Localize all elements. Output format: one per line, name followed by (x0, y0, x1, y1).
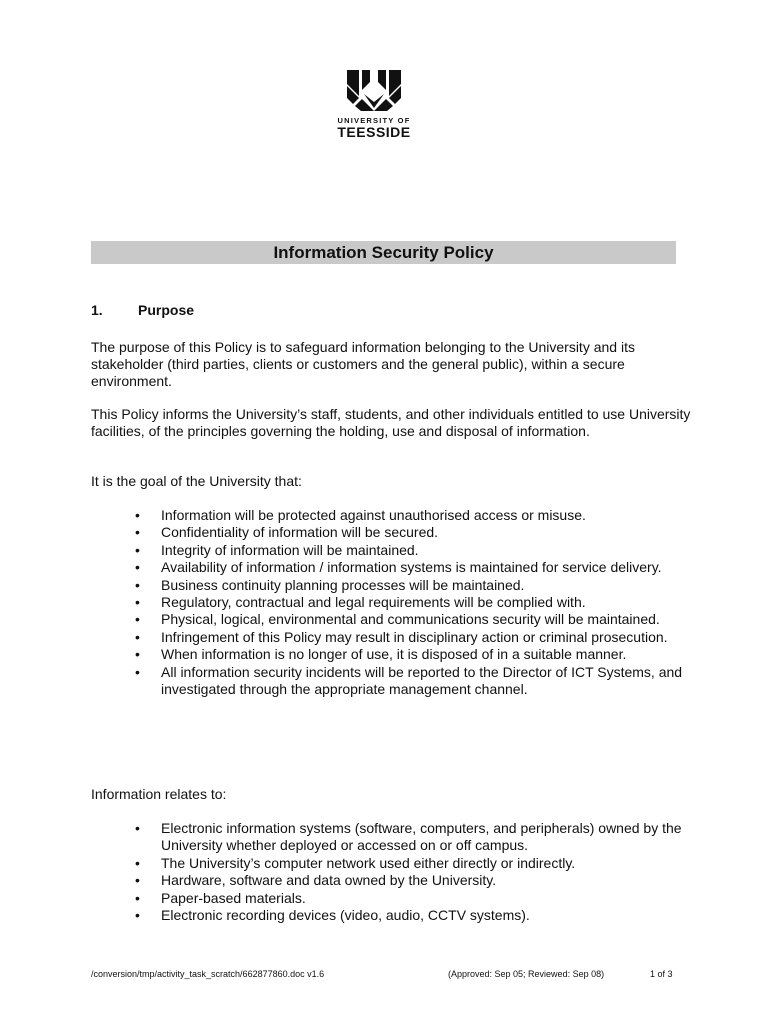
list-item: • Integrity of information will be maintained. (133, 542, 693, 559)
footer-approval: (Approved: Sep 05; Reviewed: Sep 08) (448, 969, 605, 979)
relates-intro-paragraph: Information relates to: (91, 786, 227, 802)
footer-file-path: /conversion/tmp/activity_task_scratch/662877860.doc v1.6 (91, 969, 325, 979)
list-item: • All information security incidents will be reported to the Director of ICT Systems, and investigated through the appropriate management channel. (133, 664, 693, 699)
policy-scope-paragraph: This Policy informs the University’s staff, students, and other individuals entitled to use University facilities, of the principles governing the holding, use and disposal of information. (91, 406, 691, 439)
list-item: • Paper-based materials. (133, 890, 693, 907)
list-item: • Confidentiality of information will be secured. (133, 524, 693, 541)
footer-page-number: 1 of 3 (650, 969, 673, 979)
section-heading (91, 301, 194, 319)
goals-list (133, 507, 693, 698)
list-item: • The University’s computer network used either directly or indirectly. (133, 855, 693, 872)
list-item: • Regulatory, contractual and legal requirements will be complied with. (133, 594, 693, 611)
relates-list (133, 820, 693, 924)
document-title: Information Security Policy (91, 241, 676, 264)
logo-teesside: TEESSIDE (337, 124, 411, 140)
goals-intro-paragraph: It is the goal of the University that: (91, 473, 302, 489)
list-item: • Electronic information systems (software, computers, and peripherals) owned by the University whether deployed or accessed on or off campus. (133, 820, 693, 855)
purpose-paragraph: The purpose of this Policy is to safeguard information belonging to the University and its stakeholder (third parties, clients or customers and the general public), within a secure environment. (91, 339, 635, 389)
section-number: 1. (91, 302, 103, 318)
list-item: • Infringement of this Policy may result in disciplinary action or criminal prosecution. (133, 629, 693, 646)
list-item: • Hardware, software and data owned by the University. (133, 872, 693, 889)
list-item: • Availability of information / information systems is maintained for service delivery. (133, 559, 693, 576)
logo-university-of: UNIVERSITY OF (337, 116, 411, 125)
list-item: • Information will be protected against unauthorised access or misuse. (133, 507, 693, 524)
list-item: • Business continuity planning processes will be maintained. (133, 577, 693, 594)
teesside-emblem-icon (347, 70, 401, 112)
university-logo (324, 70, 424, 142)
section-title: Purpose (138, 302, 195, 318)
list-item: • When information is no longer of use, it is disposed of in a suitable manner. (133, 646, 693, 663)
list-item: • Physical, logical, environmental and communications security will be maintained. (133, 611, 693, 628)
list-item: • Electronic recording devices (video, audio, CCTV systems). (133, 907, 693, 924)
